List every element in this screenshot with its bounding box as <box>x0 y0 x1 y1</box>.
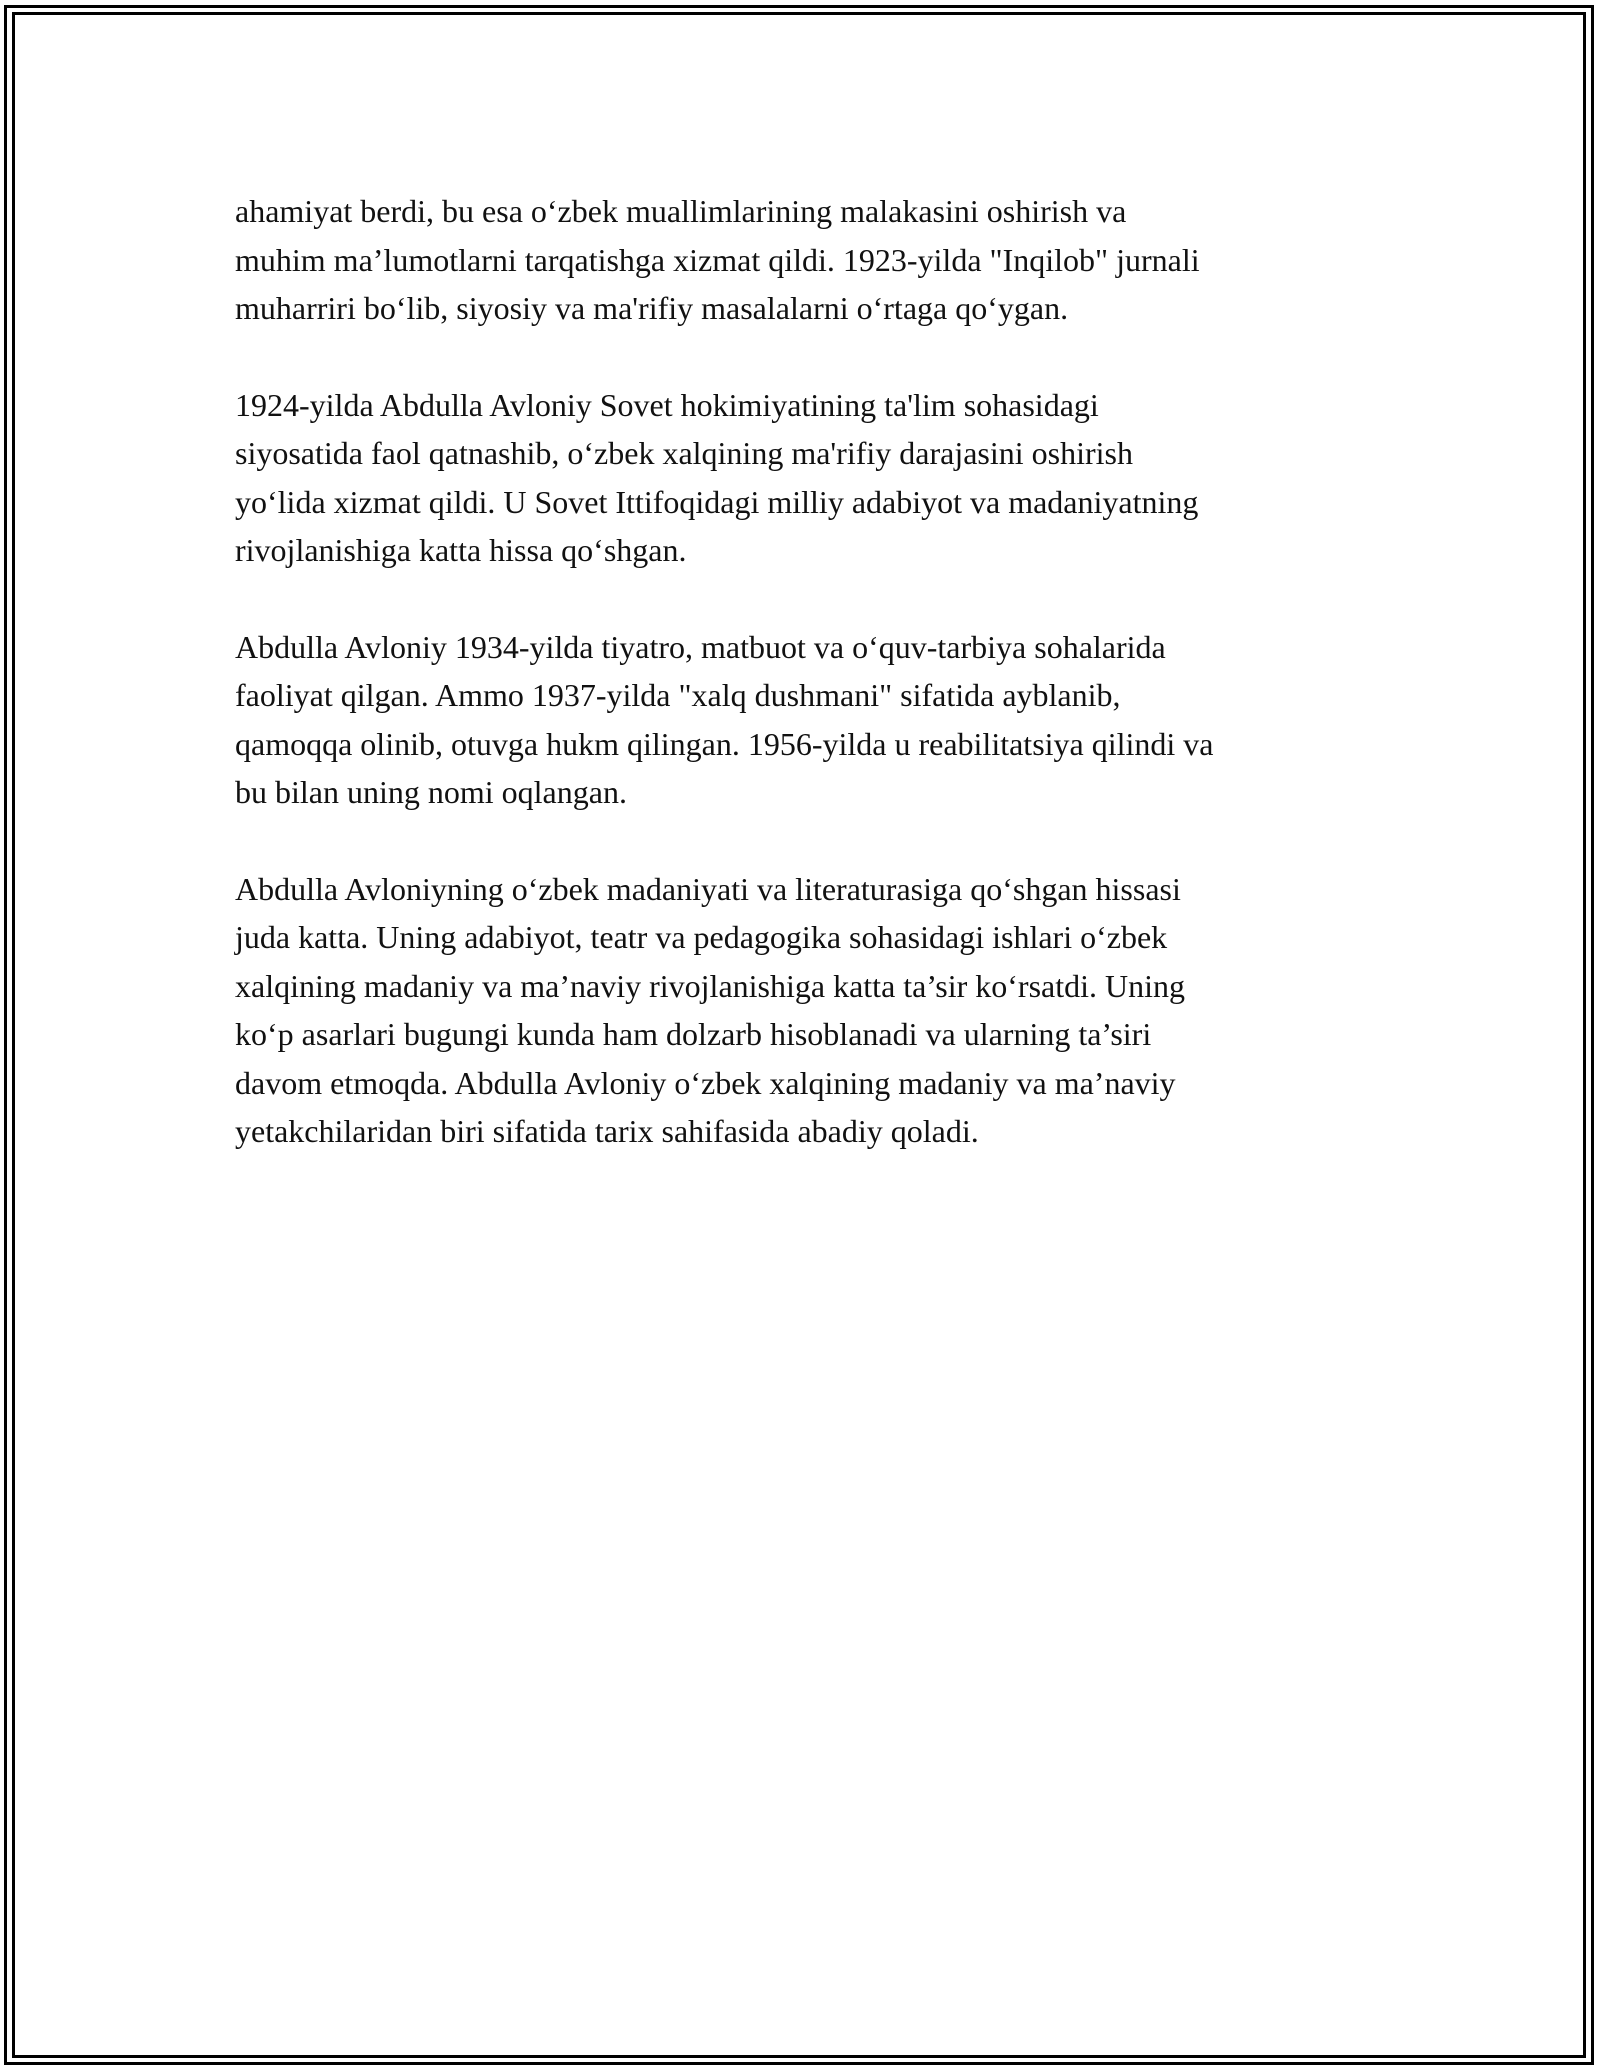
text-line: Abdulla Avloniy 1934-yilda tiyatro, matbuot va o‘quv-tarbiya sohalarida <box>235 628 1166 665</box>
text-line: 1924-yilda Abdulla Avloniy Sovet hokimiyatining ta'lim sohasidagi <box>235 386 1099 423</box>
text-line: Abdulla Avloniyning o‘zbek madaniyati va literaturasiga qo‘shgan hissasi <box>235 870 1181 907</box>
paragraph-4 <box>235 865 1385 1156</box>
text-line: ko‘p asarlari bugungi kunda ham dolzarb hisoblanadi va ularning ta’siri <box>235 1016 1152 1052</box>
text-line: ahamiyat berdi, bu esa o‘zbek muallimlarining malakasini oshirish va <box>235 193 1127 229</box>
text-line: xalqining madaniy va ma’naviy rivojlanishiga katta ta’sir ko‘rsatdi. Uning <box>235 967 1185 1004</box>
text-line: davom etmoqda. Abdulla Avloniy o‘zbek xalqining madaniy va ma’naviy <box>235 1064 1176 1101</box>
document-body <box>235 187 1385 1204</box>
text-line: qamoqqa olinib, otuvga hukm qilingan. 1956-yilda u reabilitatsiya qilindi va <box>235 725 1214 762</box>
text-line: rivojlanishiga katta hissa qo‘shgan. <box>235 532 687 568</box>
text-line: yo‘lida xizmat qildi. U Sovet Ittifoqidagi milliy adabiyot va madaniyatning <box>235 483 1199 520</box>
text-line: muhim ma’lumotlarni tarqatishga xizmat qildi. 1923-yilda "Inqilob" jurnali <box>235 241 1200 278</box>
text-line: juda katta. Uning adabiyot, teatr va pedagogika sohasidagi ishlari o‘zbek <box>235 919 1168 955</box>
text-line: bu bilan uning nomi oqlangan. <box>235 774 627 810</box>
text-line: yetakchilaridan biri sifatida tarix sahifasida abadiy qoladi. <box>235 1113 979 1149</box>
paragraph-3 <box>235 623 1385 817</box>
paragraph-1 <box>235 187 1385 333</box>
paragraph-2 <box>235 381 1385 575</box>
text-line: siyosatida faol qatnashib, o‘zbek xalqining ma'rifiy darajasini oshirish <box>235 435 1133 471</box>
text-line: faoliyat qilgan. Ammo 1937-yilda "xalq dushmani" sifatida ayblanib, <box>235 677 1121 713</box>
text-line: muharriri bo‘lib, siyosiy va ma'rifiy masalalarni o‘rtaga qo‘ygan. <box>235 290 1069 326</box>
